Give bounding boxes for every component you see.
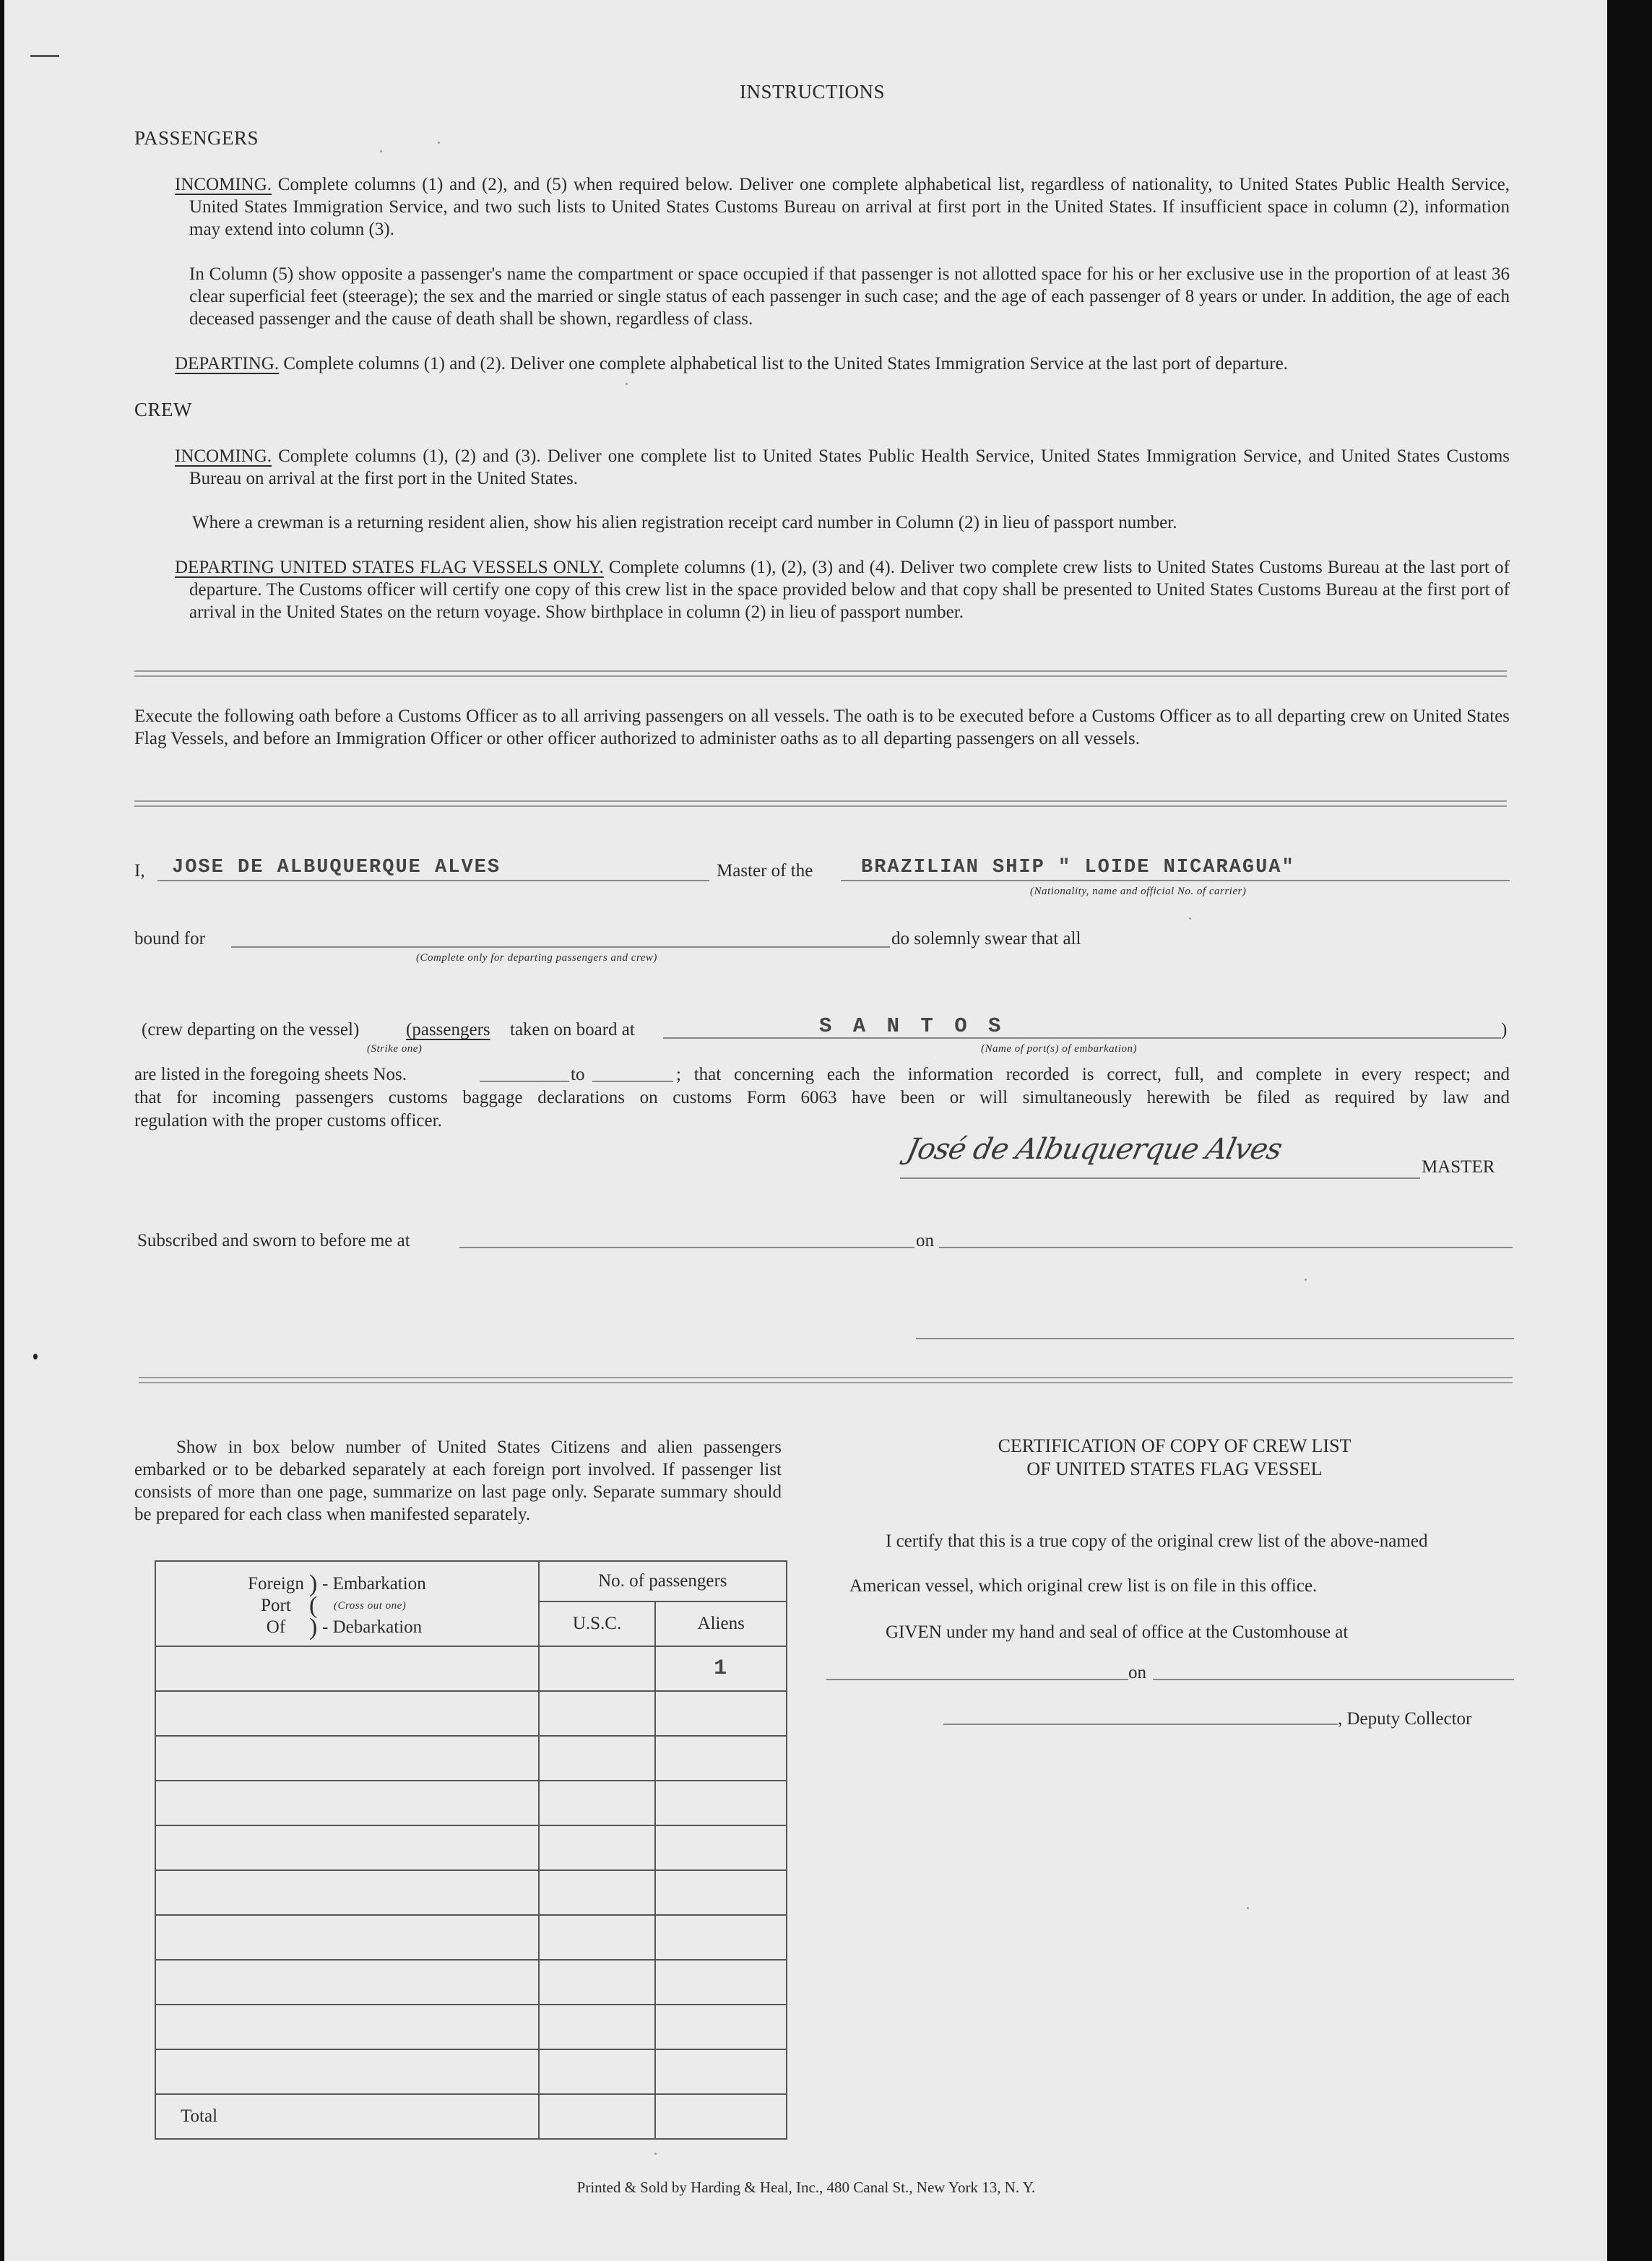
- usc-cell[interactable]: [539, 1646, 656, 1691]
- usc-cell[interactable]: [539, 1960, 656, 2005]
- table-row: [155, 1691, 787, 1736]
- scan-speck: [1189, 917, 1191, 920]
- sheets-label: are listed in the foregoing sheets Nos.: [134, 1065, 407, 1084]
- printer-footer: Printed & Sold by Harding & Heal, Inc., 480 Canal St., New York 13, N. Y.: [576, 2179, 1036, 2196]
- sheet-to-line[interactable]: [592, 1081, 673, 1082]
- form-page: [4, 0, 1608, 2261]
- table-row: [155, 1781, 787, 1825]
- certification-line-2: American vessel, which original crew list is on file in this office.: [849, 1576, 1318, 1596]
- aliens-cell[interactable]: [655, 1960, 787, 2005]
- port-cell[interactable]: [155, 1736, 539, 1781]
- port-caption: (Name of port(s) of embarkation): [981, 1043, 1137, 1055]
- aliens-cell[interactable]: [655, 1691, 787, 1736]
- port-line: [663, 1037, 1501, 1039]
- col-cross-out: (Cross out one): [334, 1600, 407, 1612]
- statement-line-1: ; that concerning each the information recorded is correct, full, and complete in every respect; and: [676, 1065, 1510, 1084]
- customhouse-line[interactable]: [826, 1679, 1128, 1680]
- aliens-cell[interactable]: 1: [655, 1646, 787, 1691]
- strike-caption: (Strike one): [367, 1043, 423, 1055]
- brace: ): [309, 1614, 318, 1640]
- port-cell[interactable]: [155, 1781, 539, 1825]
- passengers-incoming-text: Complete columns (1) and (2), and (5) when required below. Deliver one complete alphabetical list, regardless of nationality, to United States Public Health Service, United States Immigration Service, and two such lists to United States Customs Bureau on arrival at first port in the United States. If insufficient space in column (2), information may extend into column (3).: [189, 175, 1510, 239]
- certification-subtitle: OF UNITED STATES FLAG VESSEL: [1026, 1458, 1323, 1479]
- aliens-cell[interactable]: [655, 1870, 787, 1915]
- master-signature: José de Albuquerque Alves: [904, 1133, 1285, 1166]
- aliens-header: Aliens: [655, 1601, 787, 1646]
- scan-speck: [380, 150, 382, 152]
- no-passengers-header: No. of passengers: [539, 1561, 787, 1601]
- usc-cell[interactable]: [539, 1781, 656, 1825]
- table-row: [155, 1825, 787, 1870]
- bound-for-line[interactable]: [231, 946, 890, 948]
- scan-speck: [33, 1354, 38, 1359]
- passengers-departing-text: Complete columns (1) and (2). Deliver one complete alphabetical list to the United States Immigration Service at the last port of departure.: [283, 354, 1288, 373]
- bound-for-label: bound for: [134, 929, 205, 948]
- total-usc-cell[interactable]: [539, 2094, 656, 2139]
- aliens-cell[interactable]: [655, 2005, 787, 2049]
- port-cell[interactable]: [155, 2005, 539, 2049]
- col-debarkation: - Debarkation: [322, 1617, 423, 1637]
- port-cell[interactable]: [155, 1960, 539, 2005]
- table-row: [155, 1736, 787, 1781]
- table-row: [155, 1915, 787, 1960]
- subscribed-on-label: on: [916, 1231, 934, 1250]
- subscribed-label: Subscribed and sworn to before me at: [137, 1231, 410, 1250]
- total-label: Total: [155, 2094, 539, 2139]
- port-cell[interactable]: [155, 1870, 539, 1915]
- swear-text: do solemnly swear that all: [891, 929, 1081, 948]
- certification-line-1: I certify that this is a true copy of the original crew list of the above-named: [886, 1531, 1428, 1551]
- usc-cell[interactable]: [539, 2005, 656, 2049]
- crew-heading: CREW: [134, 399, 192, 420]
- scan-speck: [438, 142, 440, 144]
- table-row: [155, 2005, 787, 2049]
- vessel-line: [841, 880, 1510, 881]
- sheet-from-line[interactable]: [480, 1081, 569, 1082]
- crew-incoming-text: Complete columns (1), (2) and (3). Deliver one complete list to United States Public Health Service, United States Immigration Service, and United States Customs Bureau on arrival at the first port in the United States.: [189, 446, 1510, 488]
- crew-incoming-label: INCOMING.: [175, 446, 272, 466]
- passengers-heading: PASSENGERS: [134, 127, 259, 149]
- section-divider: [134, 800, 1507, 807]
- usc-cell[interactable]: [539, 1870, 656, 1915]
- aliens-cell[interactable]: [655, 1781, 787, 1825]
- passengers-departing-paragraph: [175, 353, 1510, 375]
- certification-date-line[interactable]: [1153, 1679, 1514, 1680]
- certification-on-label: on: [1128, 1663, 1146, 1682]
- brace: ): [309, 1570, 318, 1597]
- brace: (: [309, 1592, 318, 1619]
- master-label: MASTER: [1422, 1157, 1495, 1177]
- crew-departing-text: Complete columns (1), (2), (3) and (4). Deliver two complete crew lists to United States Customs Bureau at the last port of departure. The Customs officer will certify one copy of this crew list in the space provided below and that copy shall be presented to United States Customs Bureau at the first port of arrival in the United States on the return voyage. Show birthplace in column (2) in lieu of passport number.: [189, 558, 1510, 622]
- usc-header: U.S.C.: [539, 1601, 656, 1646]
- usc-cell[interactable]: [539, 1915, 656, 1960]
- port-cell[interactable]: [155, 2049, 539, 2094]
- passengers-incoming-label: INCOMING.: [175, 175, 272, 194]
- vessel-caption: (Nationality, name and official No. of carrier): [1030, 886, 1247, 897]
- section-divider: [139, 1377, 1513, 1383]
- usc-cell[interactable]: [539, 2049, 656, 2094]
- passenger-summary-table: [155, 1560, 787, 2140]
- table-row: [155, 1960, 787, 2005]
- crew-incoming-paragraph: [175, 445, 1510, 490]
- passengers-incoming-note: In Column (5) show opposite a passenger's name the compartment or space occupied if that passenger is not allotted space for his or her exclusive use in the proportion of at least 36 clear superficial feet (steerage); the sex and the married or single status of each passenger in such case; and the age of each passenger of 8 years or under. In addition, the age of each deceased passenger and the cause of death shall be shown, regardless of class.: [189, 264, 1510, 329]
- scan-edge: [1607, 0, 1652, 2261]
- signature-line: [900, 1177, 1420, 1179]
- aliens-cell[interactable]: [655, 1915, 787, 1960]
- certification-title: CERTIFICATION OF COPY OF CREW LIST: [998, 1435, 1352, 1456]
- usc-cell[interactable]: [539, 1691, 656, 1736]
- scan-speck: [1247, 1907, 1249, 1909]
- master-name[interactable]: JOSE DE ALBUQUERQUE ALVES: [172, 857, 501, 878]
- embarkation-port[interactable]: S A N T O S: [819, 1014, 1006, 1038]
- passengers-option: (passengers: [406, 1020, 490, 1039]
- certification-line-3: GIVEN under my hand and seal of office at the Customhouse at: [886, 1622, 1349, 1642]
- taken-on-board-label: taken on board at: [510, 1020, 635, 1039]
- port-cell[interactable]: [155, 1691, 539, 1736]
- col-foreign: Foreign: [248, 1574, 304, 1594]
- total-aliens-cell[interactable]: [655, 2094, 787, 2139]
- foreign-port-header: [155, 1561, 539, 1646]
- page-title: INSTRUCTIONS: [740, 81, 886, 103]
- col-of: Of: [266, 1617, 286, 1637]
- crew-departing-paragraph: [175, 556, 1510, 623]
- deputy-collector-label: , Deputy Collector: [1338, 1709, 1472, 1729]
- aliens-cell[interactable]: [655, 1825, 787, 1870]
- subscribed-date-line[interactable]: [939, 1247, 1513, 1248]
- vessel-name[interactable]: BRAZILIAN SHIP " LOIDE NICARAGUA": [861, 857, 1295, 878]
- aliens-cell[interactable]: [655, 2049, 787, 2094]
- oath-intro: Execute the following oath before a Customs Officer as to all arriving passengers on all vessels. The oath is to be executed before a Customs Officer as to all departing crew on United States Flag Vessels, and before an Immigration Officer or other officer authorized to administer oaths as to all departing passengers on all vessels.: [134, 706, 1510, 748]
- port-cell[interactable]: [155, 1915, 539, 1960]
- table-header-row: [155, 1561, 787, 1601]
- crew-departing-label: DEPARTING UNITED STATES FLAG VESSELS ONLY.: [175, 558, 604, 577]
- port-cell[interactable]: [155, 1825, 539, 1870]
- officer-signature-line[interactable]: [916, 1338, 1514, 1339]
- col-embarkation: - Embarkation: [322, 1574, 426, 1594]
- deputy-signature-line[interactable]: [943, 1724, 1338, 1725]
- table-row: [155, 1646, 787, 1691]
- master-name-line: [157, 880, 709, 881]
- scan-speck: [30, 55, 59, 57]
- summary-instructions: Show in box below number of United States Citizens and alien passengers embarked or to be debarked separately at each foreign port involved. If passenger list consists of more than one page, summarize on last page only. Separate summary should be prepared for each class when manifested separately.: [134, 1438, 782, 1524]
- table-row: [155, 2049, 787, 2094]
- subscribed-place-line[interactable]: [459, 1247, 914, 1248]
- master-of-label: Master of the: [717, 861, 813, 881]
- scan-speck: [654, 2153, 657, 2155]
- to-label: to: [571, 1065, 585, 1084]
- statement-line-3: regulation with the proper customs officer.: [134, 1111, 442, 1130]
- aliens-cell[interactable]: [655, 1736, 787, 1781]
- col-port: Port: [261, 1596, 291, 1615]
- usc-cell[interactable]: [539, 1825, 656, 1870]
- port-cell[interactable]: [155, 1646, 539, 1691]
- crew-incoming-note: Where a crewman is a returning resident alien, show his alien registration receipt card number in Column (2) in lieu of passport number.: [192, 513, 1177, 532]
- oath-i-label: I,: [134, 861, 145, 881]
- section-divider: [134, 670, 1507, 677]
- scan-speck: [626, 383, 628, 385]
- passengers-incoming-paragraph: [175, 173, 1510, 241]
- table-total-row: [155, 2094, 787, 2139]
- crew-departing-option: (crew departing on the vessel): [142, 1020, 360, 1039]
- table-row: [155, 1870, 787, 1915]
- bound-for-caption: (Complete only for departing passengers and crew): [416, 952, 657, 964]
- passengers-departing-label: DEPARTING.: [175, 354, 280, 373]
- scan-speck: [1305, 1279, 1307, 1281]
- close-paren: ): [1501, 1020, 1508, 1039]
- usc-cell[interactable]: [539, 1736, 656, 1781]
- statement-line-2: that for incoming passengers customs baggage declarations on customs Form 6063 have been or will simultaneously herewith be filed as required by law and: [134, 1088, 1510, 1107]
